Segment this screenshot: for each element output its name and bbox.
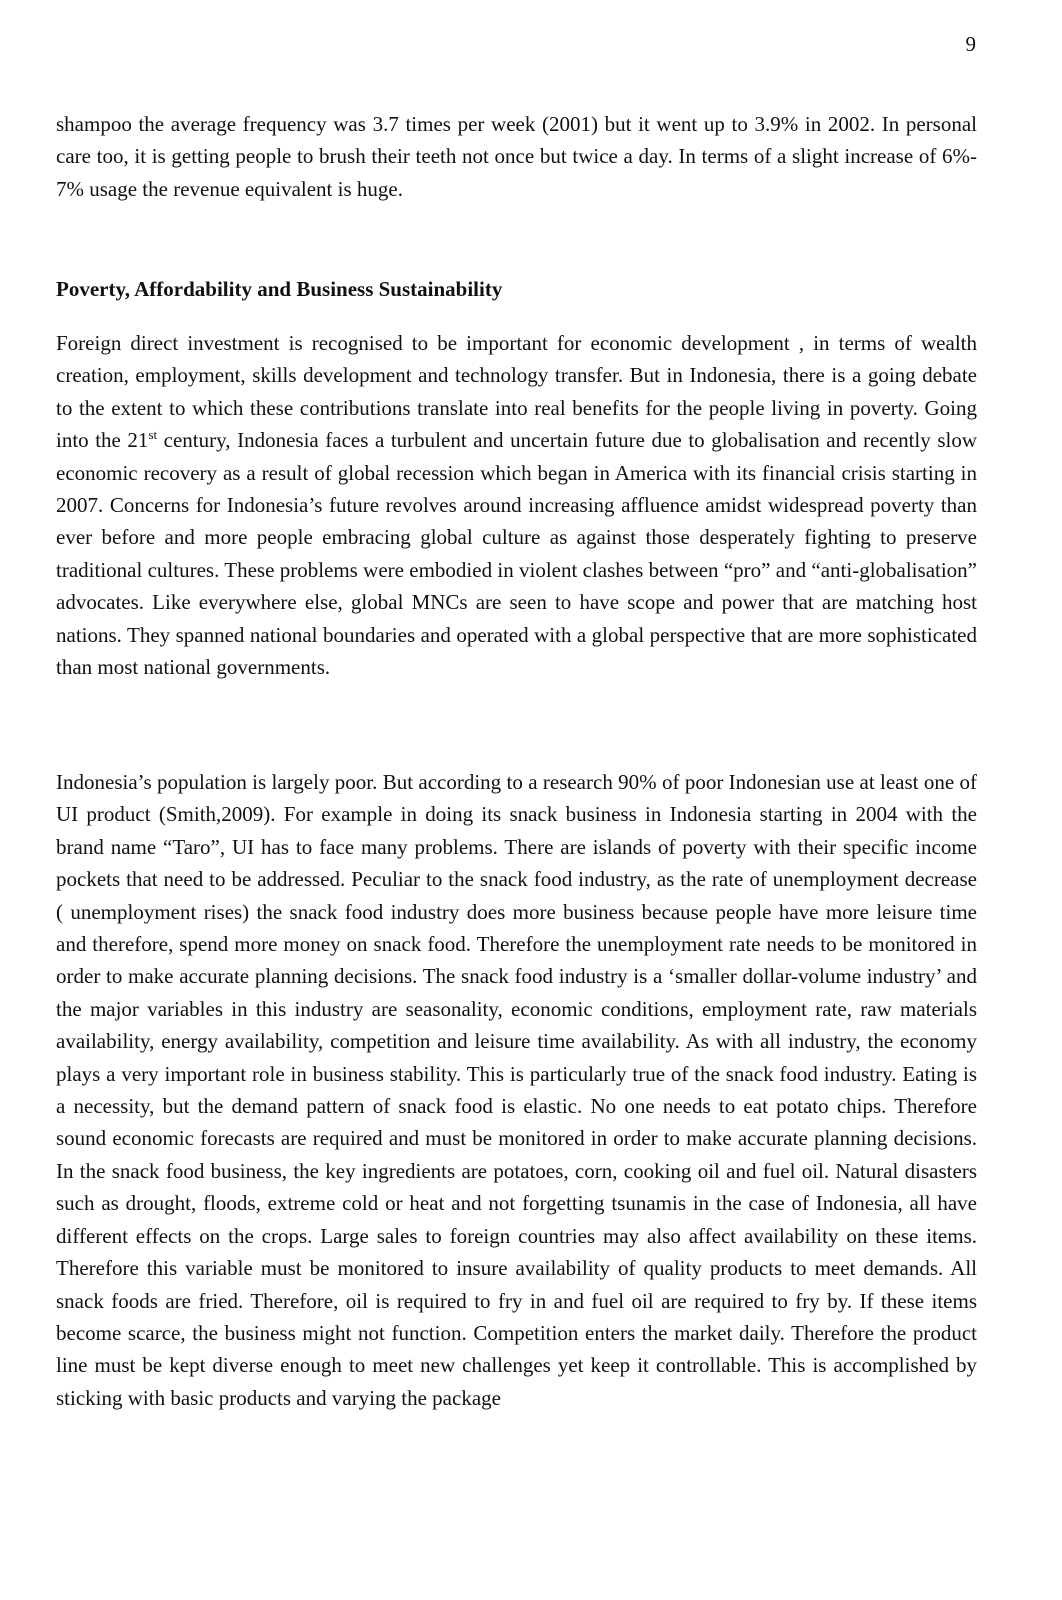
intro-paragraph: shampoo the average frequency was 3.7 times per week (2001) but it went up to 3.9% in 2002. In personal care too, it is getting people to brush their teeth not once but twice a day. In terms of a slight increase of 6%- 7% usage the revenue equivalent is huge.	[56, 112, 977, 201]
intro-paragraph-block	[56, 108, 977, 205]
paragraph-snack-block	[56, 766, 977, 1414]
paragraph-snack-industry: Indonesia’s population is largely poor. But according to a research 90% of poor Indonesian use at least one of UI product (Smith,2009). For example in doing its snack business in Indonesia starting in 2004 with the brand name “Taro”, UI has to face many problems. There are islands of poverty with their specific income pockets that need to be addressed. Peculiar to the snack food industry, as the rate of unemployment decrease ( unemployment rises) the snack food industry does more business because people have more leisure time and therefore, spend more money on snack food. Therefore the unemployment rate needs to be monitored in order to make accurate planning decisions. The snack food industry is a ‘smaller dollar-volume industry’ and the major variables in this industry are seasonality, economic conditions, employment rate, raw materials availability, energy availability, competition and leisure time availability. As with all industry, the economy plays a very important role in business stability. This is particularly true of the snack food industry. Eating is a necessity, but the demand pattern of snack food is elastic. No one needs to eat potato chips. Therefore sound economic forecasts are required and must be monitored in order to make accurate planning decisions. In the snack food business, the key ingredients are potatoes, corn, cooking oil and fuel oil. Natural disasters such as drought, floods, extreme cold or heat and not forgetting tsunamis in the case of Indonesia, all have different effects on the crops. Large sales to foreign countries may also affect availability on these items. Therefore this variable must be monitored to insure availability of quality products to meet demands. All snack foods are fried. Therefore, oil is required to fry in and fuel oil are required to fry by. If these items become scarce, the business might not function. Competition enters the market daily. Therefore the product line must be kept diverse enough to meet new challenges yet keep it controllable. This is accomplished by sticking with basic products and varying the package	[56, 770, 977, 1410]
paragraph-fdi-part1: Foreign direct investment is recognised to be important for economic development , in terms of wealth creation, employment, skills development and technology transfer. But in Indonesia, there is a going debate to the extent to which these contributions translate into real benefits for the people living in poverty. Going into the 21	[56, 331, 977, 453]
paragraph-fdi	[56, 327, 977, 683]
page-number: 9	[965, 32, 976, 56]
section-heading: Poverty, Affordability and Business Sustainability	[56, 277, 503, 301]
paragraph-fdi-part2: century, Indonesia faces a turbulent and uncertain future due to globalisation and recently slow economic recovery as a result of global recession which began in America with its financial crisis starting in 2007. Concerns for Indonesia’s future revolves around increasing affluence amidst widespread poverty than ever before and more people embracing global culture as against those desperately fighting to preserve traditional cultures. These problems were embodied in violent clashes between “pro” and “anti-globalisation” advocates. Like everywhere else, global MNCs are seen to have scope and power that are matching host nations. They spanned national boundaries and operated with a global perspective that are more sophisticated than most national governments.	[56, 428, 977, 680]
paragraph-fdi-block	[56, 327, 977, 683]
ordinal-superscript: st	[148, 427, 158, 443]
